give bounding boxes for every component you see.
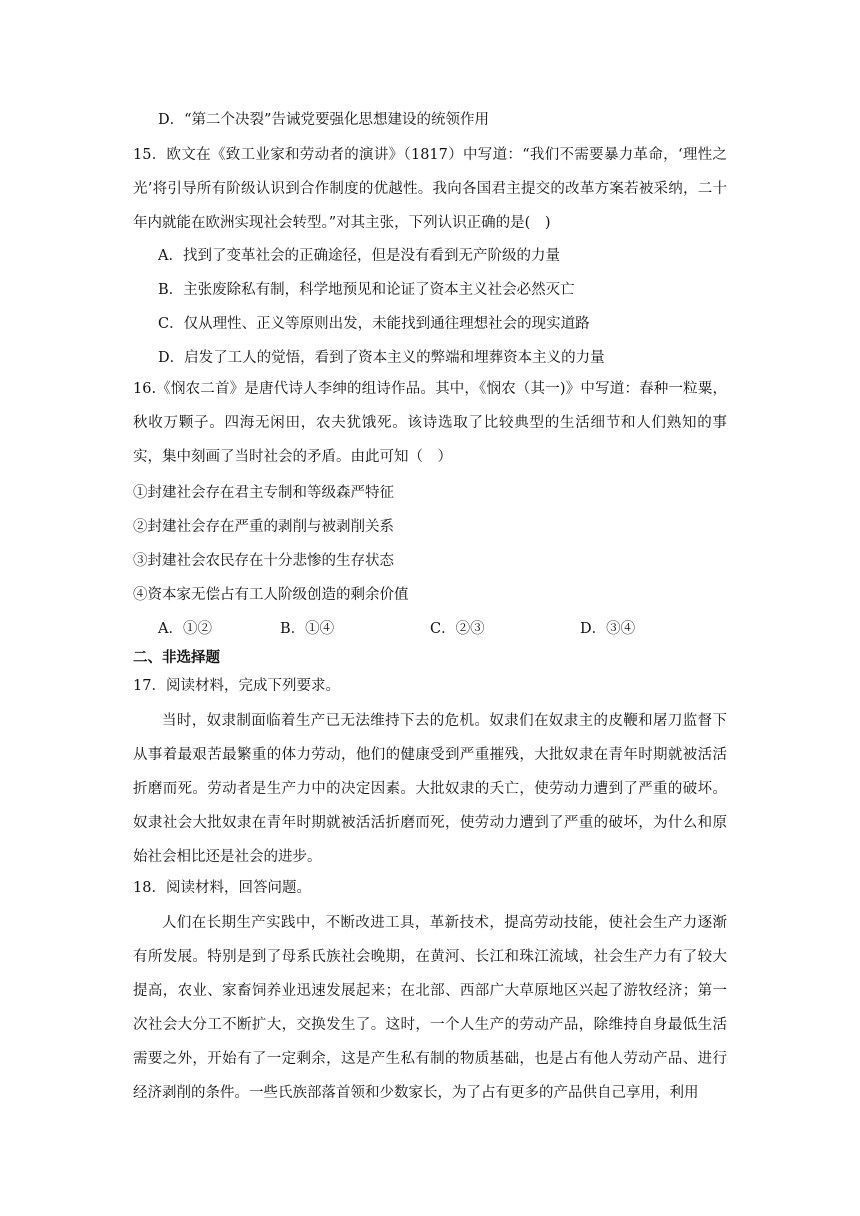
q15-option-a: A．找到了变革社会的正确途径，但是没有看到无产阶级的力量 xyxy=(158,248,560,264)
q16-statement-4: ④资本家无偿占有工人阶级创造的剩余价值 xyxy=(133,587,409,603)
q15-option-c: C．仅从理性、正义等原则出发，未能找到通往理想社会的现实道路 xyxy=(158,316,590,332)
q16-choice-a: A．①② xyxy=(158,621,212,637)
q18-material: 人们在长期生产实践中，不断改进工具，革新技术，提高劳动技能，使社会生产力逐渐有所发展。特别是到了母系氏族社会晚期，在黄河、长江和珠江流域，社会生产力有了较大提高，农业、家畜饲养业迅速发展起来；在北部、西部广大草原地区兴起了游牧经济；第一次社会大分工不断扩大，交换发生了。这时，一个人生产的劳动产品，除维持自身最低生活需要之外，开始有了一定剩余，这是产生私有制的物质基础，也是占有他人劳动产品、进行经济剥削的条件。一些氏族部落首领和少数家长，为了占有更多的产品供自己享用，利用 xyxy=(133,915,727,1101)
q16-stem: 16.《悯农二首》是唐代诗人李绅的组诗作品。其中，《悯农（其一)》中写道：春种一粒粟，秋收万颗子。四海无闲田，农夫犹饿死。该诗选取了比较典型的生活细节和人们熟知的事实，集中刻画了当时社会的矛盾。由此可知（ ） xyxy=(133,381,727,465)
q17-material: 当时，奴隶制面临着生产已无法维持下去的危机。奴隶们在奴隶主的皮鞭和屠刀监督下从事着最艰苦最繁重的体力劳动，他们的健康受到严重摧残，大批奴隶在青年时期就被活活折磨而死。劳动者是生产力中的决定因素。大批奴隶的夭亡，使劳动力遭到了严重的破坏。奴隶社会大批奴隶在青年时期就被活活折磨而死，使劳动力遭到了严重的破坏，为什么和原始社会相比还是社会的进步。 xyxy=(133,713,727,865)
q16-choice-c: C．②③ xyxy=(430,621,485,637)
q15-option-d: D．启发了工人的觉悟，看到了资本主义的弊端和埋葬资本主义的力量 xyxy=(158,350,605,366)
q18-stem: 18．阅读材料，回答问题。 xyxy=(133,880,311,896)
q16-choice-b: B．①④ xyxy=(280,621,335,637)
q17-stem: 17．阅读材料，完成下列要求。 xyxy=(133,678,340,694)
q16-statement-1: ①封建社会存在君主专制和等级森严特征 xyxy=(133,485,394,501)
q15-stem: 15．欧文在《致工业家和劳动者的演讲》（1817）中写道：“我们不需要暴力革命，‘理性之光’将引导所有阶级认识到合作制度的优越性。我向各国君主提交的改革方案若被采纳，二十年内就能在欧洲实现社会转型。”对其主张，下列认识正确的是( ) xyxy=(133,147,727,231)
q16-statement-3: ③封建社会农民存在十分悲惨的生存状态 xyxy=(133,553,394,569)
q15-option-b: B．主张废除私有制，科学地预见和论证了资本主义社会必然灭亡 xyxy=(158,282,575,298)
q16-choice-d: D．③④ xyxy=(580,621,636,637)
section-2-title: 二、非选择题 xyxy=(133,649,220,666)
q16-statement-2: ②封建社会存在严重的剥削与被剥削关系 xyxy=(133,519,394,535)
q14-option-d: D．“第二个决裂”告诫党要强化思想建设的统领作用 xyxy=(158,112,489,128)
